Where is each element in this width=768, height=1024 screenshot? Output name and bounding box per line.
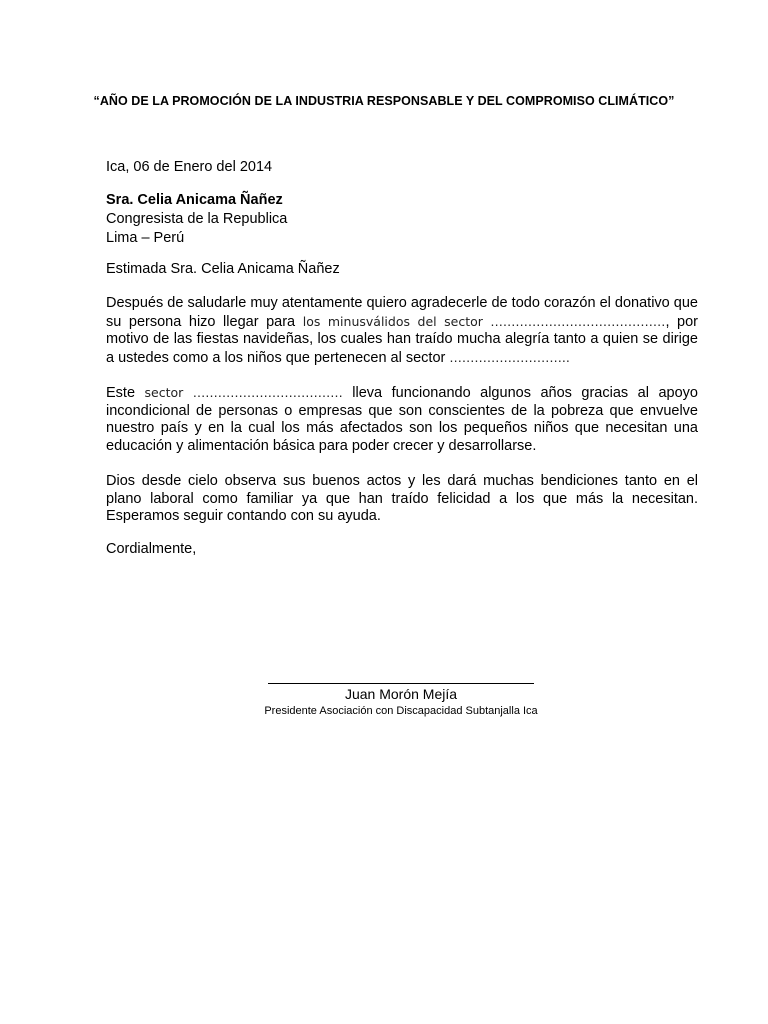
p2-fill-blank: sector ……………………………… (144, 385, 343, 400)
signature-line (268, 683, 534, 684)
p1-fill-blank-1: los minusválidos del sector …………………………………… (302, 313, 666, 329)
body-paragraph-3: Dios desde cielo observa sus buenos actos y les dará muchas bendiciones tanto en el plano laboral como familiar ya que han traído felicidad a los que más la necesitan. Esperamos seguir contando con su ayuda. (106, 473, 698, 524)
recipient-block (106, 191, 287, 248)
p2-text-b: lleva funcionando algunos años gracias al apoyo incondicional de personas o empresas que son conscientes de la pobreza que envuelve nuestro país y en la cual los más afectados son los pequeños niños que necesitan una educación y alimentación básica para poder crecer y desarrollarse. (106, 385, 698, 454)
body-paragraph-1 (106, 295, 698, 367)
year-motto: “AÑO DE LA PROMOCIÓN DE LA INDUSTRIA RESPONSABLE Y DEL COMPROMISO CLIMÁTICO” (93, 94, 675, 108)
recipient-location: Lima – Perú (106, 230, 185, 246)
p1-text-b: , por motivo de las fiestas navideñas, los cuales han traído mucha alegría tanto a quien se dirige a ustedes como a los niños que pertenecen al sector (106, 313, 699, 366)
recipient-name: Sra. Celia Anicama Ñañez (106, 192, 283, 208)
signer-title: Presidente Asociación con Discapacidad Subtanjalla Ica (264, 705, 538, 717)
letter-date: Ica, 06 de Enero del 2014 (106, 159, 273, 175)
body-paragraph-2 (106, 384, 698, 455)
salutation: Estimada Sra. Celia Anicama Ñañez (106, 261, 340, 277)
recipient-position: Congresista de la Republica (106, 211, 288, 227)
signer-name: Juan Morón Mejía (344, 686, 458, 702)
closing: Cordialmente, (106, 541, 197, 557)
p2-text-a: Este (106, 385, 145, 401)
p1-text-a: Después de saludarle muy atentamente quiero agradecerle de todo corazón el donativo que su persona hizo llegar para (106, 295, 698, 330)
p1-fill-blank-2: ……………………….. (449, 349, 570, 365)
